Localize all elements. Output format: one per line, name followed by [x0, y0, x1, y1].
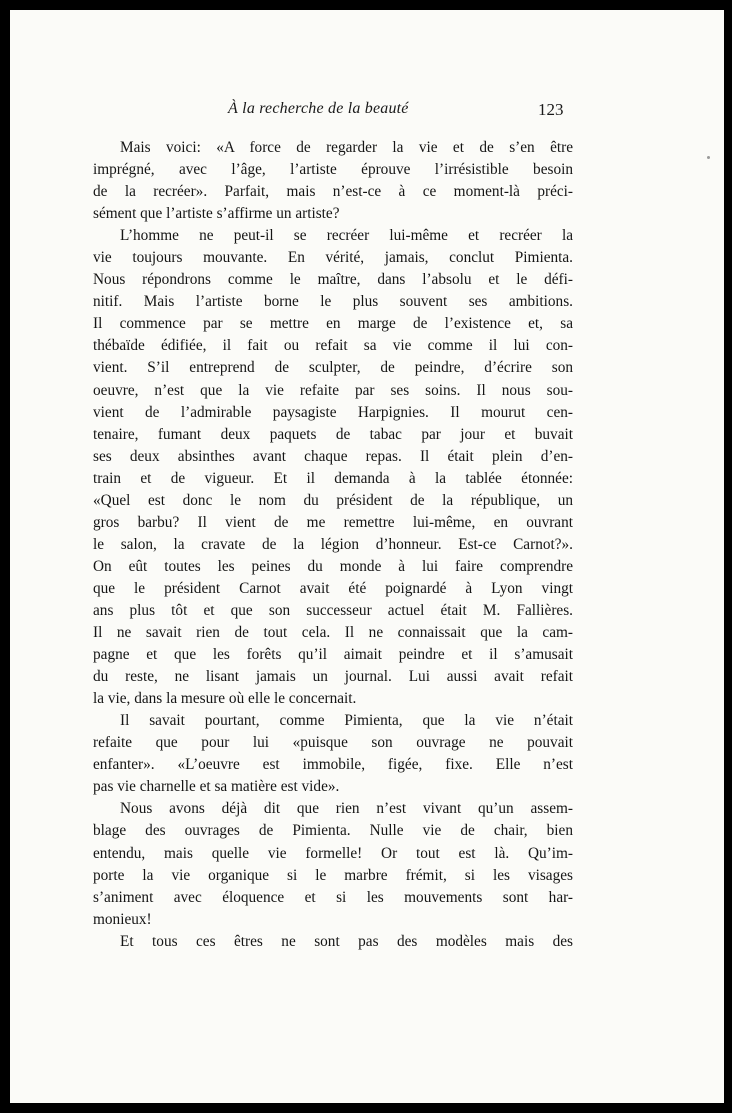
text-line: vie toujours mouvante. En vérité, jamais, conclut Pimienta.: [93, 249, 573, 267]
text-line: Nous répondrons comme le maître, dans l’absolu et le défi-: [93, 271, 573, 289]
text-line: tenaire, fumant deux paquets de tabac par jour et buvait: [93, 425, 573, 443]
text-line: Mais voici: «A force de regarder la vie et de s’en être: [120, 139, 573, 156]
text-line: Il commence par se mettre en marge de l’existence et, sa: [93, 315, 573, 333]
text-line: vient de l’admirable paysagiste Harpignies. Il mourut cen-: [93, 403, 573, 421]
text-line: entendu, mais quelle vie formelle! Or tout est là. Qu’im-: [93, 844, 573, 862]
text-line: blage des ouvrages de Pimienta. Nulle vie de chair, bien: [93, 822, 573, 840]
text-line: vient. S’il entreprend de sculpter, de peindre, d’écrire son: [93, 359, 573, 377]
text-line: enfanter». «L’oeuvre est immobile, figée, fixe. Elle n’est: [93, 756, 573, 774]
body-text: [93, 137, 573, 953]
text-line: imprégné, avec l’âge, l’artiste éprouve l’irrésistible besoin: [93, 161, 573, 179]
text-line: train et de vigueur. Et il demanda à la tablée étonnée:: [93, 469, 573, 487]
text-line: la vie, dans la mesure où elle le concernait.: [93, 690, 357, 708]
text-line: ses deux absinthes avant chaque repas. Il était plein d’en-: [93, 447, 573, 465]
text-line: oeuvre, n’est que la vie refaite par ses soins. Il nous sou-: [93, 381, 573, 399]
text-line: du reste, ne lisant jamais un journal. Lui aussi avait refait: [93, 668, 573, 686]
text-line: thébaïde édifiée, il fait ou refait sa vie comme il lui con-: [93, 337, 573, 355]
text-line: s’animent avec éloquence et si les mouvements sont har-: [93, 888, 573, 906]
text-line: refaite que pour lui «puisque son ouvrage ne pouvait: [93, 734, 573, 752]
text-line: «Quel est donc le nom du président de la république, un: [93, 491, 573, 509]
text-line: ans plus tôt et que son successeur actuel était M. Fallières.: [93, 601, 573, 619]
text-line: que le président Carnot avait été poignardé à Lyon vingt: [93, 579, 573, 597]
page-number: 123: [538, 100, 564, 119]
running-title: À la recherche de la beauté: [228, 100, 409, 117]
scan-speck: [707, 156, 710, 159]
text-line: nitif. Mais l’artiste borne le plus souvent ses ambitions.: [93, 293, 573, 311]
text-line: de la recréer». Parfait, mais n’est-ce à ce moment-là préci-: [93, 183, 573, 201]
text-line: sément que l’artiste s’affirme un artiste?: [93, 205, 340, 223]
text-line: le salon, la cravate de la légion d’honneur. Est-ce Carnot?».: [93, 535, 573, 553]
text-line: Nous avons déjà dit que rien n’est vivant qu’un assem-: [120, 800, 573, 818]
text-line: gros barbu? Il vient de me remettre lui-même, en ouvrant: [93, 513, 573, 531]
text-line: Et tous ces êtres ne sont pas des modèles mais des: [120, 932, 573, 950]
text-line: L’homme ne peut-il se recréer lui-même et recréer la: [120, 227, 573, 245]
text-line: On eût toutes les peines du monde à lui faire comprendre: [93, 557, 573, 575]
text-line: Il savait pourtant, comme Pimienta, que la vie n’était: [120, 712, 573, 730]
text-line: pagne et que les forêts qu’il aimait peindre et il s’amusait: [93, 646, 573, 664]
book-page: [10, 10, 724, 1103]
text-line: Il ne savait rien de tout cela. Il ne connaissait que la cam-: [93, 624, 573, 642]
text-line: porte la vie organique si le marbre frémit, si les visages: [93, 866, 573, 884]
text-line: pas vie charnelle et sa matière est vide».: [93, 778, 340, 796]
text-line: monieux!: [93, 910, 152, 928]
page-header: [10, 100, 724, 122]
